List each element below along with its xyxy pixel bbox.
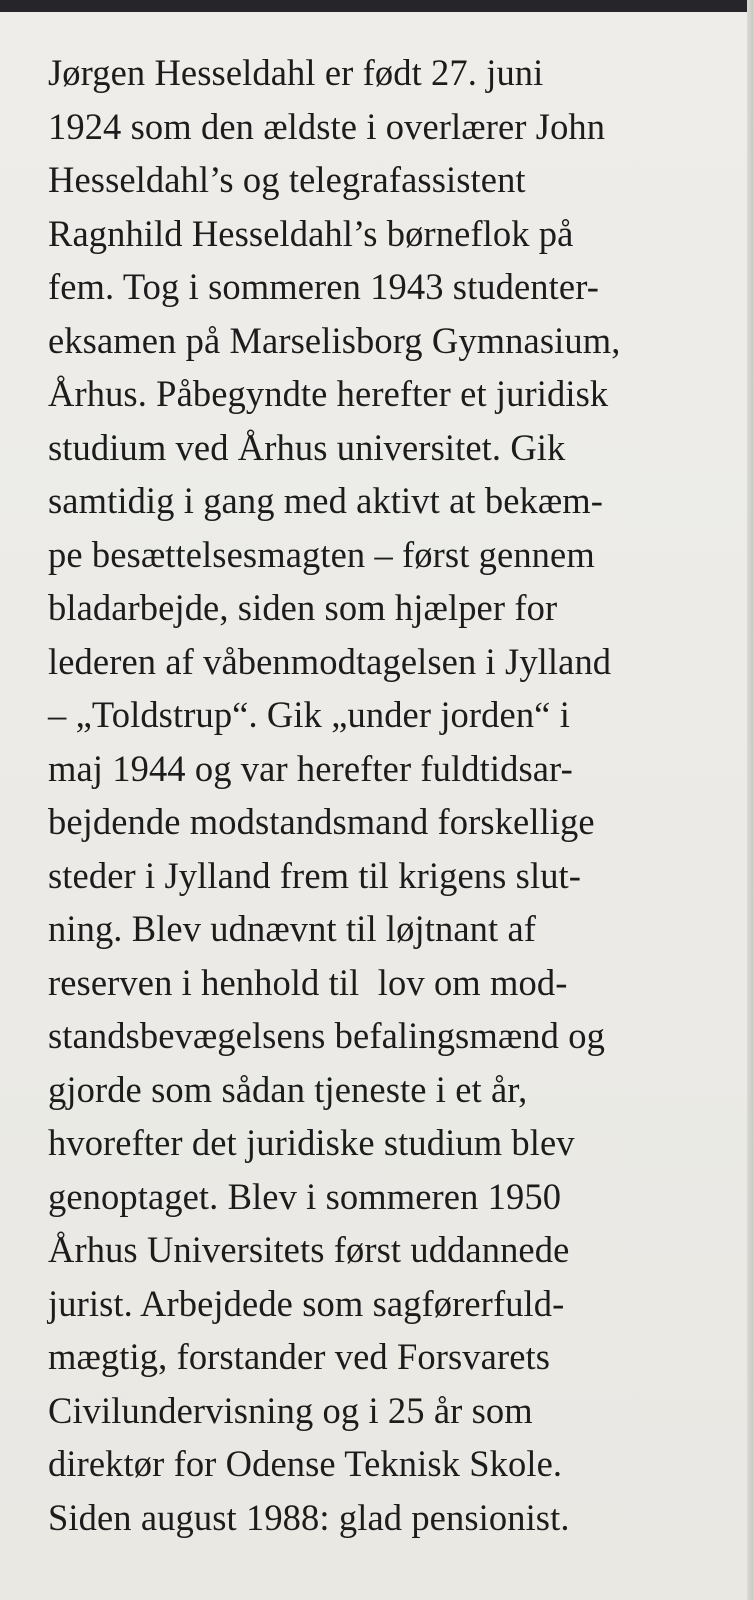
top-edge (0, 0, 753, 12)
text-line: Civilundervisning og i 25 år som (48, 1389, 533, 1431)
text-line: genoptaget. Blev i sommeren 1950 (48, 1175, 562, 1217)
text-line: 1924 som den ældste i overlærer John (48, 105, 606, 147)
text-line: steder i Jylland frem til krigens slut- (48, 854, 582, 896)
text-line: gjorde som sådan tjeneste i et år, (48, 1068, 528, 1110)
text-line: reserven i henhold til lov om mod- (48, 961, 568, 1003)
text-line: eksamen på Marselisborg Gymnasium, (48, 319, 621, 361)
text-line: Århus Universitets først uddannede (48, 1229, 570, 1270)
text-line: bladarbejde, siden som hjælper for (48, 587, 558, 628)
text-line: hvorefter det juridiske studium blev (48, 1122, 575, 1163)
text-line: bejdende modstandsmand forskellige (48, 801, 595, 842)
text-line: Jørgen Hesseldahl er født 27. juni (48, 52, 544, 93)
text-line: mægtig, forstander ved Forsvarets (48, 1336, 551, 1377)
text-line: ning. Blev udnævnt til løjtnant af (48, 908, 537, 949)
text-line: direktør for Odense Teknisk Skole. (48, 1443, 563, 1484)
text-line: maj 1944 og var herefter fuldtidsar- (48, 747, 573, 789)
text-line: Siden august 1988: glad pensionist. (48, 1496, 570, 1538)
text-line: fem. Tog i sommeren 1943 studenter- (48, 266, 599, 307)
book-page (0, 12, 747, 1600)
text-line: jurist. Arbejdede som sagførerfuld- (48, 1282, 565, 1324)
text-line: pe besættelsesmagten – først gennem (48, 533, 595, 575)
text-line: Århus. Påbegyndte herefter et juridisk (48, 373, 609, 414)
text-line: samtidig i gang med aktivt at bekæm- (48, 480, 604, 521)
text-line: Hesseldahl’s og telegrafassistent (48, 159, 526, 200)
text-line: studium ved Århus universitet. Gik (48, 426, 566, 468)
text-line: lederen af våbenmodtagelsen i Jylland (48, 640, 612, 682)
biography-text (48, 46, 698, 1544)
text-line: Ragnhild Hesseldahl’s børneflok på (48, 212, 574, 254)
page-right-edge (747, 0, 753, 1600)
text-line: standsbevægelsens befalingsmænd og (48, 1015, 605, 1056)
text-line: – „Toldstrup“. Gik „under jorden“ i (48, 694, 570, 735)
